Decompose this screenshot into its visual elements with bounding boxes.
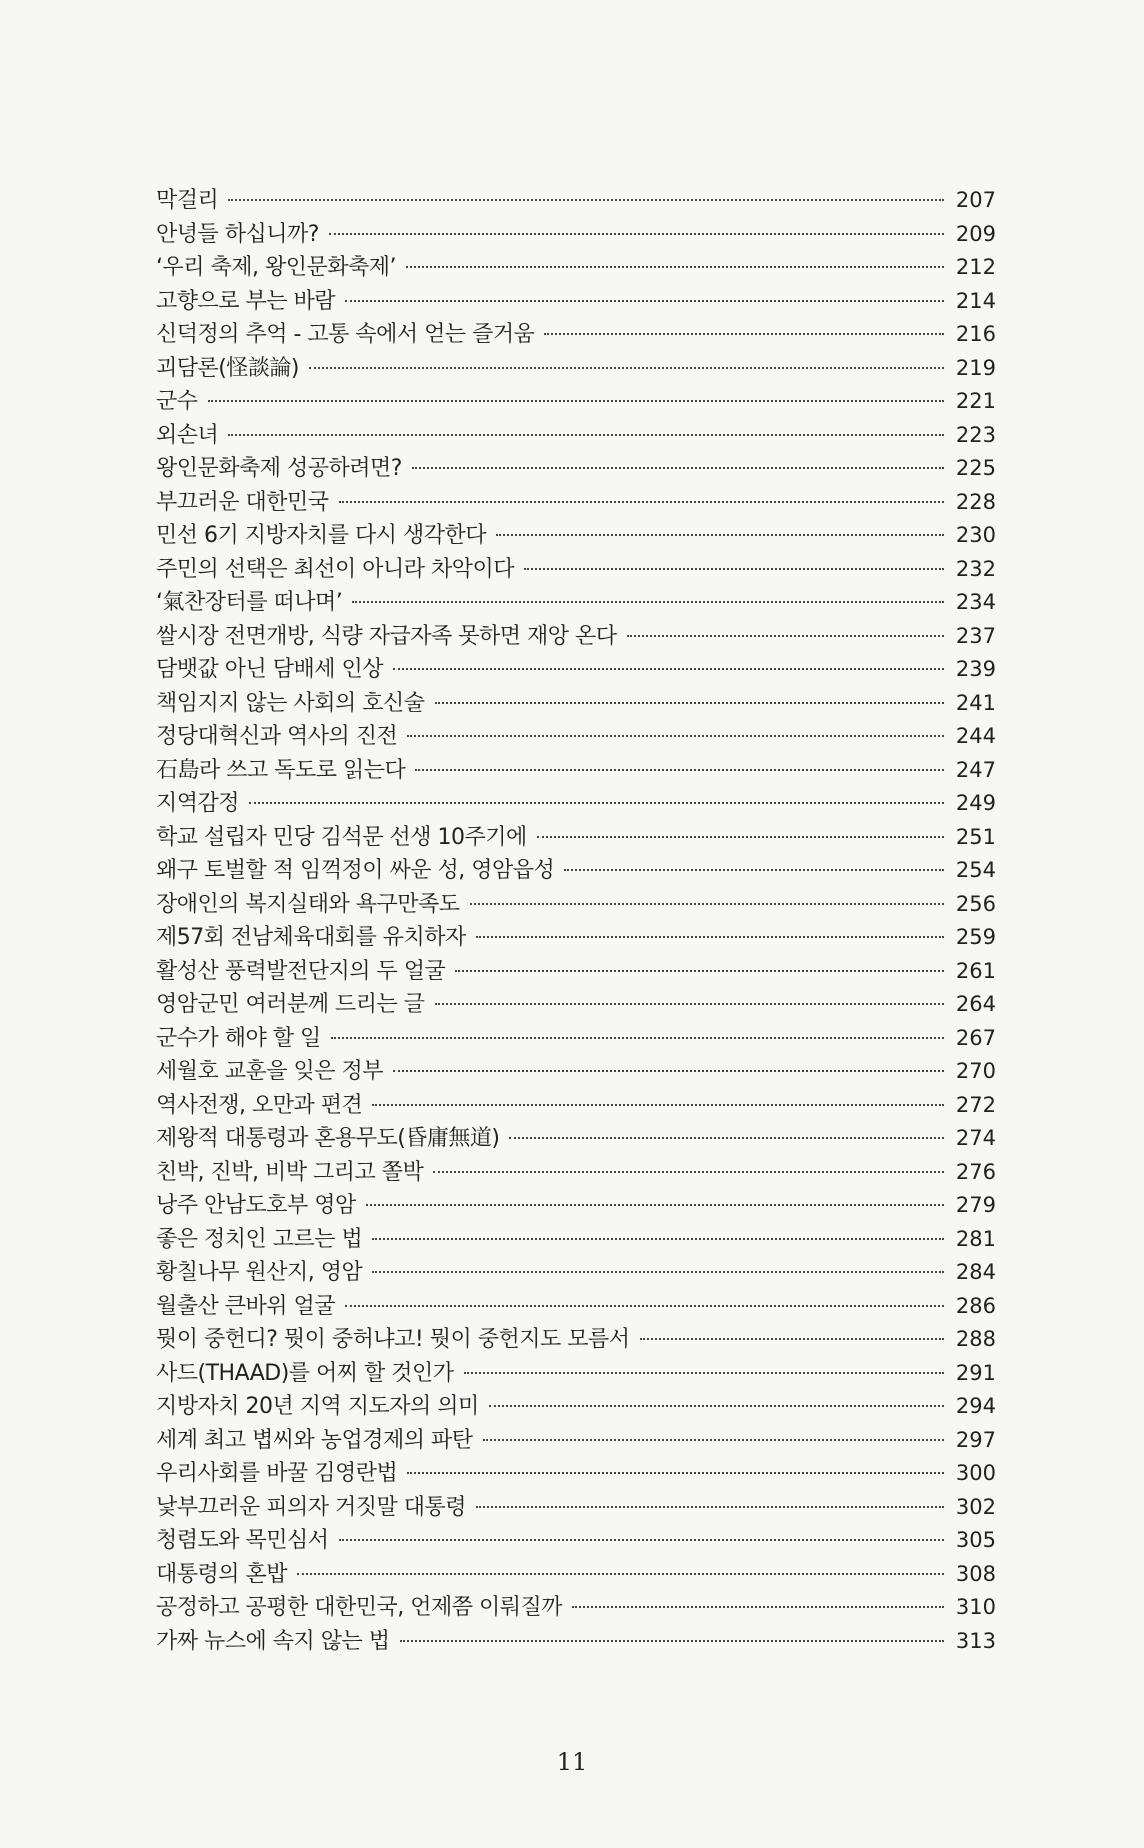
toc-dot-leader bbox=[228, 434, 944, 436]
toc-entry-page: 300 bbox=[955, 1461, 996, 1485]
toc-dot-leader bbox=[537, 836, 944, 838]
toc-entry-page: 212 bbox=[955, 255, 996, 279]
toc-entry-title: 민선 6기 지방자치를 다시 생각한다 bbox=[156, 523, 486, 548]
toc-entry-title: 제왕적 대통령과 혼용무도(昏庸無道) bbox=[156, 1126, 500, 1151]
toc-entry bbox=[156, 285, 996, 319]
toc-entry bbox=[156, 1491, 996, 1525]
toc-entry bbox=[156, 1290, 996, 1324]
toc-dot-leader bbox=[400, 1640, 945, 1642]
toc-dot-leader bbox=[339, 501, 944, 503]
toc-entry-page: 288 bbox=[955, 1327, 996, 1351]
toc-entry-title: 청렴도와 목민심서 bbox=[156, 1528, 329, 1553]
toc-entry-page: 313 bbox=[955, 1628, 996, 1653]
toc-entry-page: 270 bbox=[955, 1059, 996, 1083]
toc-entry-title: ‘우리 축제, 왕인문화축제’ bbox=[156, 255, 396, 280]
toc-entry bbox=[156, 452, 996, 486]
toc-entry bbox=[156, 854, 996, 888]
toc-entry-page: 209 bbox=[955, 221, 996, 246]
toc-entry-title: 세계 최고 볍씨와 농업경제의 파탄 bbox=[156, 1427, 473, 1453]
toc-entry-page: 256 bbox=[955, 891, 996, 916]
toc-entry-title: 학교 설립자 민당 김석문 선생 10주기에 bbox=[156, 824, 527, 850]
toc-entry-page: 239 bbox=[955, 657, 996, 681]
toc-dot-leader bbox=[309, 367, 944, 369]
toc-dot-leader bbox=[329, 233, 944, 235]
toc-dot-leader bbox=[372, 1238, 944, 1240]
toc-dot-leader bbox=[509, 1137, 944, 1139]
toc-dot-leader bbox=[435, 1003, 944, 1005]
toc-entry bbox=[156, 352, 996, 386]
toc-entry bbox=[156, 1558, 996, 1592]
toc-dot-leader bbox=[572, 1606, 944, 1608]
toc-dot-leader bbox=[366, 1204, 944, 1206]
toc-entry-page: 237 bbox=[955, 623, 996, 648]
toc-entry bbox=[156, 586, 996, 620]
toc-entry-page: 276 bbox=[955, 1159, 996, 1184]
toc-dot-leader bbox=[476, 936, 944, 938]
toc-entry-title: 공정하고 공평한 대한민국, 언제쯤 이뤄질까 bbox=[156, 1595, 563, 1620]
toc-entry-title: 신덕정의 추억 - 고통 속에서 얻는 즐거움 bbox=[156, 322, 535, 347]
toc-entry-title: 쌀시장 전면개방, 식량 자급자족 못하면 재앙 온다 bbox=[156, 623, 617, 649]
toc-entry bbox=[156, 1055, 996, 1089]
toc-entry-title: 가짜 뉴스에 속지 않는 법 bbox=[156, 1628, 390, 1654]
toc-entry bbox=[156, 184, 996, 218]
toc-entry-page: 294 bbox=[955, 1394, 996, 1418]
toc-dot-leader bbox=[544, 333, 944, 335]
toc-entry-title: 세월호 교훈을 잊은 정부 bbox=[156, 1059, 384, 1084]
toc-entry-page: 284 bbox=[955, 1260, 996, 1284]
toc-dot-leader bbox=[339, 1539, 944, 1541]
toc-entry-page: 264 bbox=[955, 992, 996, 1016]
toc-dot-leader bbox=[407, 735, 944, 737]
toc-entry bbox=[156, 1156, 996, 1190]
toc-entry bbox=[156, 318, 996, 352]
toc-entry-title: 황칠나무 원산지, 영암 bbox=[156, 1260, 363, 1285]
toc-dot-leader bbox=[393, 668, 944, 670]
toc-entry-title: 막걸리 bbox=[156, 188, 219, 213]
toc-entry-page: 259 bbox=[955, 925, 996, 949]
toc-entry bbox=[156, 218, 996, 252]
toc-entry bbox=[156, 1625, 996, 1659]
toc-dot-leader bbox=[464, 1372, 944, 1374]
toc-entry bbox=[156, 486, 996, 520]
toc-entry bbox=[156, 988, 996, 1022]
toc-entry-page: 281 bbox=[955, 1226, 996, 1251]
toc-dot-leader bbox=[345, 1305, 944, 1307]
toc-entry-page: 310 bbox=[955, 1595, 996, 1619]
toc-entry bbox=[156, 519, 996, 553]
toc-entry-title: ‘氣찬장터를 떠나며’ bbox=[156, 590, 343, 615]
toc-entry-title: 왕인문화축제 성공하려면? bbox=[156, 456, 402, 481]
toc-entry bbox=[156, 1089, 996, 1123]
toc-entry bbox=[156, 1022, 996, 1056]
toc-dot-leader bbox=[345, 300, 944, 302]
toc-entry-page: 225 bbox=[955, 456, 996, 480]
toc-entry-page: 272 bbox=[955, 1092, 996, 1117]
toc-entry-page: 232 bbox=[955, 556, 996, 581]
toc-entry-page: 261 bbox=[955, 958, 996, 983]
toc-entry bbox=[156, 1591, 996, 1625]
toc-dot-leader bbox=[297, 1573, 944, 1575]
toc-entry-page: 286 bbox=[955, 1293, 996, 1318]
toc-entry-title: 제57회 전남체육대회를 유치하자 bbox=[156, 925, 466, 950]
toc-dot-leader bbox=[455, 970, 944, 972]
toc-entry-page: 241 bbox=[955, 690, 996, 715]
toc-dot-leader bbox=[249, 802, 944, 804]
toc-entry-page: 219 bbox=[955, 355, 996, 380]
toc-entry-page: 244 bbox=[955, 724, 996, 748]
toc-entry-page: 302 bbox=[955, 1494, 996, 1519]
toc-entry-page: 305 bbox=[955, 1528, 996, 1552]
toc-entry bbox=[156, 1122, 996, 1156]
page-number: 11 bbox=[556, 1748, 588, 1776]
toc-dot-leader bbox=[412, 467, 944, 469]
toc-entry-page: 291 bbox=[955, 1360, 996, 1385]
toc-list bbox=[156, 184, 996, 1658]
toc-entry-title: 지역감정 bbox=[156, 791, 240, 816]
toc-entry-page: 207 bbox=[955, 188, 996, 212]
toc-entry-page: 274 bbox=[955, 1126, 996, 1150]
toc-dot-leader bbox=[483, 1439, 944, 1441]
toc-entry bbox=[156, 1256, 996, 1290]
toc-entry bbox=[156, 888, 996, 922]
toc-entry bbox=[156, 921, 996, 955]
toc-entry-title: 정당대혁신과 역사의 진전 bbox=[156, 724, 398, 749]
toc-dot-leader bbox=[564, 869, 944, 871]
toc-entry bbox=[156, 419, 996, 453]
toc-dot-leader bbox=[640, 1338, 945, 1340]
toc-entry bbox=[156, 385, 996, 419]
toc-entry-title: 안녕들 하십니까? bbox=[156, 221, 319, 247]
toc-entry bbox=[156, 251, 996, 285]
toc-dot-leader bbox=[496, 534, 944, 536]
toc-entry-title: 우리사회를 바꿀 김영란법 bbox=[156, 1461, 398, 1486]
toc-entry-page: 254 bbox=[955, 858, 996, 882]
toc-entry bbox=[156, 553, 996, 587]
toc-entry bbox=[156, 720, 996, 754]
toc-entry-title: 활성산 풍력발전단지의 두 얼굴 bbox=[156, 958, 446, 984]
toc-entry-title: 주민의 선택은 최선이 아니라 차악이다 bbox=[156, 556, 515, 582]
toc-entry bbox=[156, 1424, 996, 1458]
toc-entry-page: 308 bbox=[955, 1561, 996, 1586]
toc-entry bbox=[156, 1189, 996, 1223]
toc-dot-leader bbox=[208, 400, 944, 402]
toc-entry-title: 낭주 안남도호부 영암 bbox=[156, 1193, 356, 1218]
toc-dot-leader bbox=[406, 266, 944, 268]
toc-entry bbox=[156, 1323, 996, 1357]
toc-entry bbox=[156, 687, 996, 721]
toc-entry-title: 대통령의 혼밥 bbox=[156, 1561, 288, 1587]
toc-entry-title: 고향으로 부는 바람 bbox=[156, 288, 336, 314]
toc-entry bbox=[156, 653, 996, 687]
toc-entry-page: 214 bbox=[955, 288, 996, 313]
toc-entry bbox=[156, 620, 996, 654]
toc-entry-title: 외손녀 bbox=[156, 422, 219, 448]
toc-dot-leader bbox=[393, 1070, 944, 1072]
toc-entry-page: 251 bbox=[955, 824, 996, 849]
toc-dot-leader bbox=[470, 903, 944, 905]
toc-entry-title: 지방자치 20년 지역 지도자의 의미 bbox=[156, 1394, 479, 1419]
toc-entry-page: 247 bbox=[955, 757, 996, 782]
toc-entry-title: 뭣이 중헌디? 뭣이 중허냐고! 뭣이 중헌지도 모름서 bbox=[156, 1327, 630, 1352]
toc-entry-title: 왜구 토벌할 적 임꺽정이 싸운 성, 영암읍성 bbox=[156, 858, 555, 883]
toc-dot-leader bbox=[228, 199, 944, 201]
toc-entry-title: 부끄러운 대한민국 bbox=[156, 489, 329, 515]
toc-dot-leader bbox=[627, 635, 945, 637]
toc-entry bbox=[156, 1357, 996, 1391]
toc-dot-leader bbox=[524, 568, 944, 570]
table-of-contents bbox=[156, 184, 996, 1658]
toc-entry-title: 책임지지 않는 사회의 호신술 bbox=[156, 690, 425, 716]
toc-dot-leader bbox=[331, 1037, 944, 1039]
toc-dot-leader bbox=[476, 1506, 944, 1508]
toc-entry-title: 낯부끄러운 피의자 거짓말 대통령 bbox=[156, 1494, 467, 1520]
toc-entry-title: 石島라 쓰고 독도로 읽는다 bbox=[156, 757, 406, 783]
toc-dot-leader bbox=[372, 1271, 944, 1273]
toc-entry-title: 담뱃값 아닌 담배세 인상 bbox=[156, 657, 384, 682]
toc-entry-title: 사드(THAAD)를 어찌 할 것인가 bbox=[156, 1360, 454, 1386]
toc-entry-title: 친박, 진박, 비박 그리고 쫄박 bbox=[156, 1159, 424, 1185]
toc-entry-page: 234 bbox=[955, 590, 996, 614]
toc-dot-leader bbox=[489, 1405, 944, 1407]
toc-dot-leader bbox=[407, 1472, 944, 1474]
toc-entry-title: 군수가 해야 할 일 bbox=[156, 1025, 321, 1051]
toc-entry bbox=[156, 1390, 996, 1424]
toc-entry-title: 좋은 정치인 고르는 법 bbox=[156, 1226, 363, 1252]
toc-entry bbox=[156, 1524, 996, 1558]
toc-entry-page: 216 bbox=[955, 322, 996, 346]
toc-entry-title: 군수 bbox=[156, 389, 198, 414]
toc-entry-page: 279 bbox=[955, 1193, 996, 1217]
toc-dot-leader bbox=[435, 702, 944, 704]
toc-dot-leader bbox=[372, 1104, 944, 1106]
toc-entry-page: 267 bbox=[955, 1025, 996, 1050]
toc-entry bbox=[156, 754, 996, 788]
toc-entry-title: 괴담론(怪談論) bbox=[156, 355, 299, 381]
toc-entry bbox=[156, 955, 996, 989]
toc-dot-leader bbox=[415, 769, 944, 771]
toc-dot-leader bbox=[433, 1171, 944, 1173]
toc-entry-title: 장애인의 복지실태와 욕구만족도 bbox=[156, 891, 460, 917]
toc-entry-page: 221 bbox=[955, 389, 996, 413]
toc-entry-page: 230 bbox=[955, 523, 996, 547]
toc-entry-page: 297 bbox=[955, 1427, 996, 1452]
toc-entry-page: 249 bbox=[955, 791, 996, 815]
toc-entry-title: 영암군민 여러분께 드리는 글 bbox=[156, 992, 425, 1017]
toc-entry-page: 228 bbox=[955, 489, 996, 514]
toc-entry bbox=[156, 1223, 996, 1257]
toc-dot-leader bbox=[352, 601, 944, 603]
toc-entry bbox=[156, 821, 996, 855]
toc-entry-title: 월출산 큰바위 얼굴 bbox=[156, 1293, 336, 1319]
toc-entry-page: 223 bbox=[955, 422, 996, 447]
toc-entry bbox=[156, 1457, 996, 1491]
toc-entry-title: 역사전쟁, 오만과 편견 bbox=[156, 1092, 363, 1118]
toc-entry bbox=[156, 787, 996, 821]
